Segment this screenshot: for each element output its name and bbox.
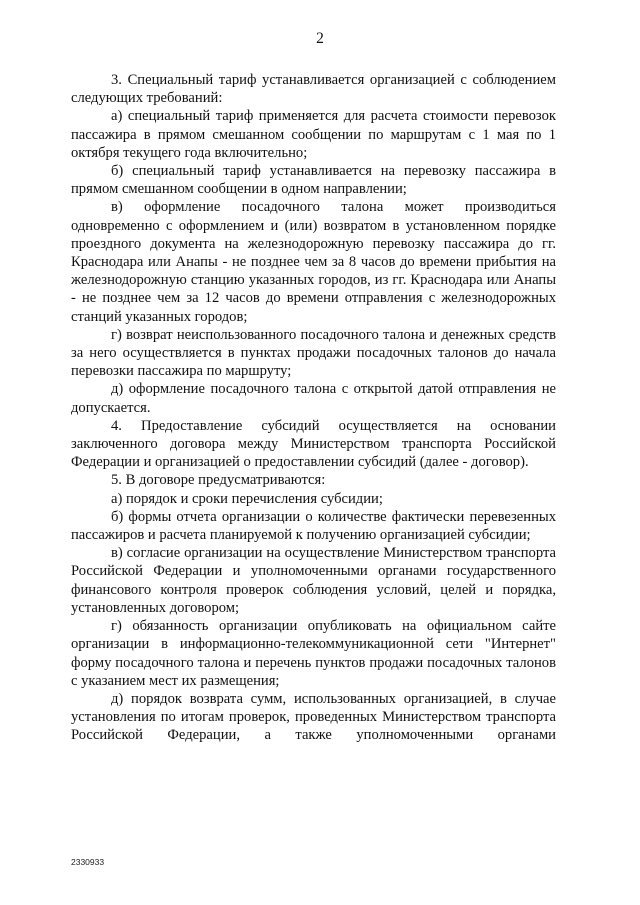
paragraph-3a: а) специальный тариф применяется для расчета стоимости перевозок пассажира в прямом смешанном сообщении по маршрутам с 1 мая по 1 октября текущего года включительно;: [71, 108, 556, 161]
paragraph-5d: д) порядок возврата сумм, использованных организацией, в случае установления по итогам проверок, проведенных Министерством транспорта Российской Федерации, а также уполномоченными органами: [71, 690, 556, 744]
paragraph-3d: д) оформление посадочного талона с открытой датой отправления не допускается.: [71, 381, 556, 416]
document-id: 2330933: [71, 857, 105, 867]
paragraph-5b: б) формы отчета организации о количестве фактически перевезенных пассажиров и расчета планируемой к получению организацией субсидии;: [71, 508, 556, 544]
paragraph-5v: в) согласие организации на осуществление Министерством транспорта Российской Федерации и уполномоченными органами государственного финансового контроля проверок соблюдения условий, целей и порядка, установленных договором;: [71, 545, 556, 616]
paragraph-5a: а) порядок и сроки перечисления субсидии;: [111, 490, 383, 507]
document-body: [71, 71, 556, 745]
page-number: 2: [316, 30, 324, 47]
paragraph-3b: б) специальный тариф устанавливается на перевозку пассажира в прямом смешанном сообщении в одном направлении;: [71, 163, 556, 198]
paragraph-3v: в) оформление посадочного талона может производиться одновременно с оформлением и (или) возвратом в установленном порядке проездного документа на железнодорожную перевозку пассажира до гг. Краснодара или Анапы - не позднее чем за 8 часов до времени прибытия на железнодорожную станцию указанных городов, из гг. Краснодара или Анапы - не позднее чем за 12 часов до времени отправления с железнодорожных станций указанных городов;: [71, 199, 556, 325]
paragraph-5g: г) обязанность организации опубликовать на официальном сайте организации в информационно-телекоммуникационной сети "Интернет" форму посадочного талона и перечень пунктов продажи посадочных талонов с указанием мест их размещения;: [71, 618, 556, 689]
paragraph-4: 4. Предоставление субсидий осуществляется на основании заключенного договора между Министерством транспорта Российской Федерации и организацией о предоставлении субсидий (далее - договор).: [71, 417, 556, 471]
paragraph-3g: г) возврат неиспользованного посадочного талона и денежных средств за него осуществляется в пунктах продажи посадочных талонов до начала перевозки пассажира по маршруту;: [71, 326, 556, 380]
paragraph-3: 3. Специальный тариф устанавливается организацией с соблюдением следующих требований:: [71, 72, 556, 107]
paragraph-5: 5. В договоре предусматриваются:: [111, 472, 326, 489]
